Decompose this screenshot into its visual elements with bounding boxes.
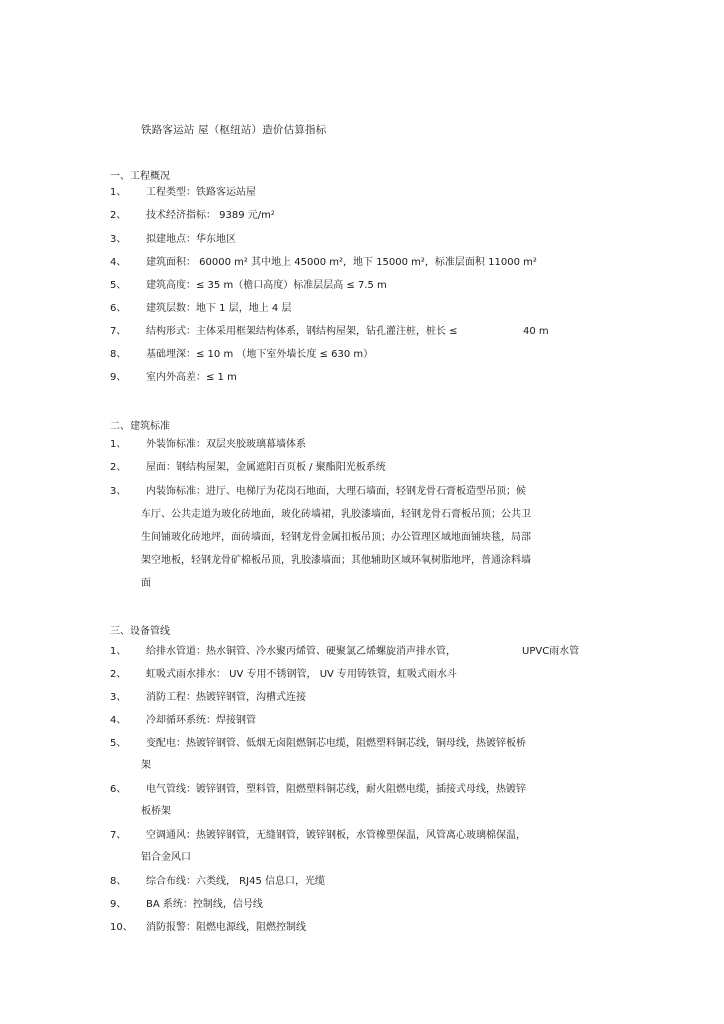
item-number: 7、	[110, 830, 127, 841]
item-text: 工程类型：铁路客运站屋	[146, 187, 256, 198]
item-text-tail: 40 m	[523, 326, 549, 337]
item-text: 基础埋深：≤ 10 m （地下室外墙长度 ≤ 630 m）	[146, 349, 374, 360]
item-number: 3、	[110, 234, 127, 245]
item-text: 建筑层数：地下 1 层，地上 4 层	[146, 303, 292, 314]
item-number: 7、	[110, 326, 127, 337]
item-text: 外装饰标准：双层夹胶玻璃幕墙体系	[146, 439, 306, 450]
item-continuation: 架空地板，轻钢龙骨矿棉板吊顶，乳胶漆墙面；其他辅助区域环氧树脂地坪，普通涂料墙	[141, 555, 531, 566]
item-text: BA 系统：控制线，信号线	[146, 899, 263, 910]
item-text: 消防报警：阻燃电源线，阻燃控制线	[146, 922, 306, 933]
item-text: 屋面：钢结构屋架，金属遮阳百页板 / 聚酯阳光板系统	[146, 462, 386, 473]
section-heading-overview: 一、工程概况	[110, 171, 170, 182]
item-text: 综合布线：六类线， RJ45 信息口，光缆	[146, 876, 325, 887]
item-number: 5、	[110, 280, 127, 291]
item-text: 空调通风：热镀锌钢管，无缝钢管，镀锌钢板，水管橡塑保温，风管离心玻璃棉保温，	[146, 830, 526, 841]
item-text-tail: UPVC雨水管	[522, 646, 580, 657]
item-number: 10、	[110, 922, 133, 933]
item-text: 给排水管道：热水铜管、冷水聚丙烯管、硬聚氯乙烯螺旋消声排水管，	[146, 646, 456, 657]
item-number: 6、	[110, 303, 127, 314]
item-number: 4、	[110, 257, 127, 268]
item-number: 9、	[110, 899, 127, 910]
item-number: 3、	[110, 486, 127, 497]
item-text: 技术经济指标： 9389 元$/m^2$	[146, 210, 275, 221]
item-text: 冷却循环系统：焊接钢管	[146, 715, 256, 726]
item-text: 电气管线：镀锌钢管，塑料管，阻燃塑料铜芯线，耐火阻燃电缆，插接式母线，热镀锌	[146, 784, 526, 795]
item-text: 变配电：热镀锌钢管、低烟无卤阻燃铜芯电缆，阻燃塑料铜芯线，铜母线，热镀锌板桥	[146, 738, 526, 749]
document-title: 铁路客运站 屋（枢纽站）造价估算指标	[141, 124, 327, 136]
item-continuation: 车厅、公共走道为玻化砖地面，玻化砖墙裙，乳胶漆墙面，轻钢龙骨石膏板吊顶；公共卫	[141, 509, 531, 520]
item-number: 8、	[110, 349, 127, 360]
item-number: 6、	[110, 784, 127, 795]
item-continuation: 架	[141, 760, 151, 771]
item-number: 2、	[110, 462, 127, 473]
item-number: 2、	[110, 669, 127, 680]
item-text: 建筑面积： 60000 m² 其中地上 45000 m²，地下 15000 m²，标准层面积 11000 m²	[146, 257, 537, 268]
item-number: 1、	[110, 187, 127, 198]
item-text: 内装饰标准：进厅、电梯厅为花岗石地面，大理石墙面，轻钢龙骨石膏板造型吊顶；候	[146, 486, 526, 497]
item-continuation: 板桥架	[141, 806, 171, 817]
item-text: 建筑高度：≤ 35 m（檐口高度）标准层层高 ≤ 7.5 m	[146, 280, 387, 291]
item-text: 室内外高差：≤ 1 m	[146, 372, 237, 383]
item-number: 9、	[110, 372, 127, 383]
item-continuation: 生间铺玻化砖地坪，面砖墙面，轻钢龙骨金属扣板吊顶；办公管理区域地面铺块毯，局部	[141, 532, 531, 543]
item-text: 拟建地点：华东地区	[146, 234, 236, 245]
item-number: 8、	[110, 876, 127, 887]
item-number: 2、	[110, 210, 127, 221]
section-heading-building-standards: 二、建筑标准	[110, 421, 170, 432]
item-text: 消防工程：热镀锌钢管，沟槽式连接	[146, 692, 306, 703]
item-number: 1、	[110, 439, 127, 450]
item-number: 3、	[110, 692, 127, 703]
item-text: 虹吸式雨水排水： UV 专用不锈钢管， UV 专用铸铁管，虹吸式雨水斗	[146, 669, 458, 680]
item-text: 结构形式：主体采用框架结构体系，钢结构屋架，钻孔灌注桩，桩长 ≤	[146, 326, 458, 337]
item-number: 5、	[110, 738, 127, 749]
item-continuation: 铝合金风口	[141, 852, 191, 863]
section-heading-equipment-pipelines: 三、设备管线	[110, 626, 170, 637]
unit-superscript: 2	[270, 210, 275, 217]
item-number: 1、	[110, 646, 127, 657]
item-continuation: 面	[141, 578, 151, 589]
item-number: 4、	[110, 715, 127, 726]
